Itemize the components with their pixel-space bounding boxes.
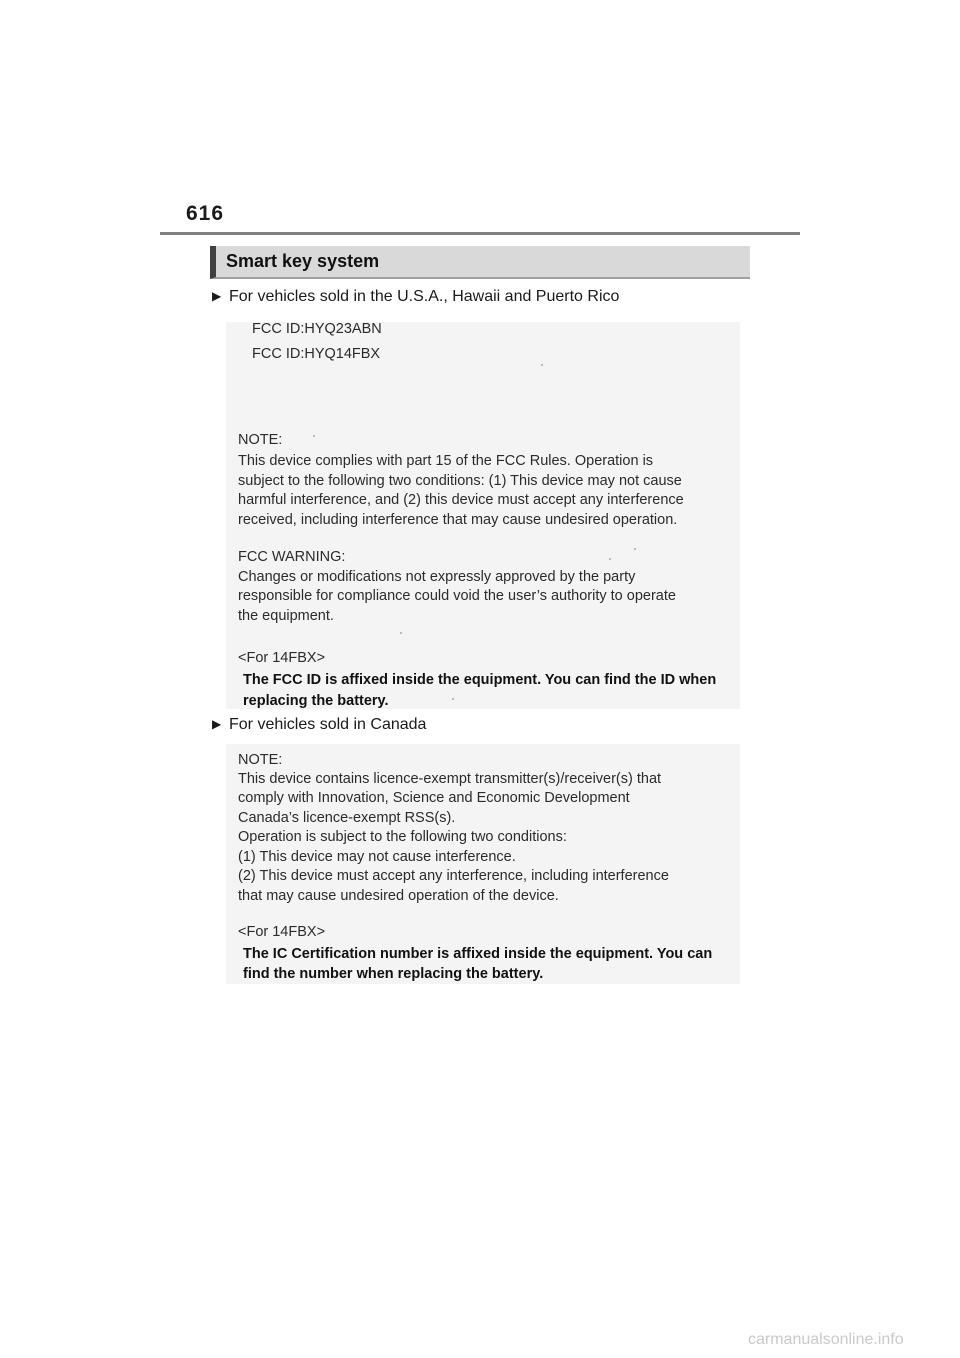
canada-model-line: find the number when replacing the battery. <box>243 966 544 982</box>
canada-heading <box>212 716 426 734</box>
fcc-warning-line: Changes or modifications not expressly approved by the party <box>238 569 636 585</box>
fcc-id-2: FCC ID:HYQ14FBX <box>252 346 381 362</box>
usa-heading-text: For vehicles sold in the U.S.A., Hawaii and Puerto Rico <box>229 288 620 305</box>
top-rule <box>160 232 800 235</box>
usa-model-line: replacing the battery. <box>243 693 389 709</box>
fcc-warning-label: FCC WARNING: <box>238 549 346 565</box>
section-heading <box>210 246 750 279</box>
usa-note-line: harmful interference, and (2) this device must accept any interference <box>238 492 684 508</box>
usa-note-line: This device complies with part 15 of the FCC Rules. Operation is <box>238 453 654 469</box>
usa-note-label: NOTE: <box>238 432 283 448</box>
canada-note-line: Operation is subject to the following two conditions: <box>238 829 567 845</box>
canada-note-line: that may cause undesired operation of the device. <box>238 888 559 904</box>
section-title: Smart key system <box>226 251 380 271</box>
canada-note-label: NOTE: <box>238 752 283 768</box>
watermark[interactable]: carmanualsonline.info <box>748 1331 904 1348</box>
usa-note-line: subject to the following two conditions: (1) This device may not cause <box>238 473 682 489</box>
triangle-right-icon: ▶ <box>212 289 222 303</box>
fcc-warning-line: responsible for compliance could void the user’s authority to operate <box>238 588 676 604</box>
usa-heading <box>212 288 619 306</box>
canada-note-line: This device contains licence-exempt transmitter(s)/receiver(s) that <box>238 771 662 787</box>
canada-model-tag: <For 14FBX> <box>238 924 326 940</box>
page-number: 616 <box>186 202 225 225</box>
usa-model-line: The FCC ID is affixed inside the equipment. You can find the ID when <box>243 672 717 688</box>
fcc-id-1: FCC ID:HYQ23ABN <box>252 321 382 337</box>
canada-note-line: Canada’s licence-exempt RSS(s). <box>238 810 456 826</box>
canada-note-line: comply with Innovation, Science and Economic Development <box>238 790 630 806</box>
canada-note-line: (1) This device may not cause interference. <box>238 849 516 865</box>
usa-note-line: received, including interference that may cause undesired operation. <box>238 512 678 528</box>
fcc-warning-line: the equipment. <box>238 608 334 624</box>
triangle-right-icon: ▶ <box>212 717 222 731</box>
usa-model-tag: <For 14FBX> <box>238 650 326 666</box>
canada-model-line: The IC Certification number is affixed inside the equipment. You can <box>243 946 713 962</box>
canada-heading-text: For vehicles sold in Canada <box>229 716 427 733</box>
canada-note-line: (2) This device must accept any interference, including interference <box>238 868 669 884</box>
